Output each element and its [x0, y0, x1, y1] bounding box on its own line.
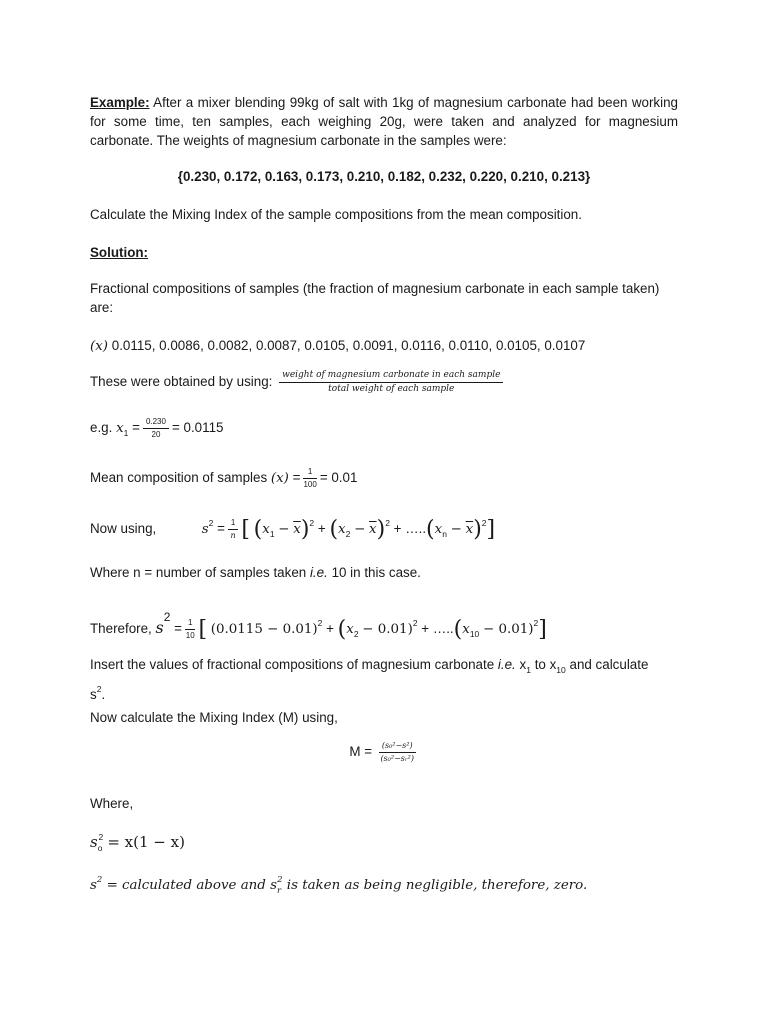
- variance-formula: [90, 514, 678, 544]
- obtained-denominator: total weight of each sample: [328, 384, 455, 394]
- therefore-plus: +: [326, 621, 334, 636]
- therefore-bracket-open: [: [198, 617, 208, 642]
- therefore-term1-sq: 2: [317, 618, 323, 628]
- now-using-label: Now using,: [90, 521, 157, 536]
- s-definition: [90, 871, 678, 901]
- insert-s: s: [90, 687, 97, 702]
- term2-mean: $\overline{x}$: [369, 522, 377, 537]
- variance-fraction: [228, 519, 238, 540]
- term2-sq: 2: [385, 518, 390, 528]
- paren-close-1: ): [300, 517, 310, 542]
- therefore-paren-open-n: (: [453, 617, 463, 642]
- mixing-num: (s₀²−s²): [379, 742, 416, 753]
- mean-fraction: [303, 468, 316, 489]
- eg-eq: =: [132, 420, 140, 436]
- insert-s-sup: 2: [96, 684, 102, 694]
- eg-var: x: [116, 421, 124, 437]
- paren-open-n: (: [426, 517, 435, 542]
- plus-1: +: [317, 521, 326, 536]
- eg-result: = 0.0115: [171, 420, 224, 436]
- termn-var: x: [434, 522, 443, 537]
- variance-lhs-sup: 2: [208, 518, 214, 528]
- example-text: After a mixer blending 99kg of salt with 1kg of magnesium carbonate had been working for some time, ten samples, each weighing 20g, were taken and analyzed for magnesium carbonate. The weights of magnesium carbonate in the samples were:: [90, 95, 678, 148]
- mixing-fraction: [379, 742, 416, 763]
- s-def-sr-sub: r: [277, 886, 282, 896]
- paren-open-2: (: [329, 517, 339, 542]
- s-def-s: s: [90, 878, 97, 893]
- obtained-label: These were obtained by using:: [90, 374, 273, 390]
- eg-sub: 1: [123, 428, 129, 439]
- insert-ie: i.e.: [497, 657, 516, 672]
- mixing-intro: Now calculate the Mixing Index (M) using,: [90, 710, 338, 725]
- therefore-formula: [90, 608, 678, 644]
- fractional-symbol: (x): [90, 339, 109, 354]
- insert-x1-sub: 1: [526, 665, 531, 675]
- mean-num: 1: [303, 468, 316, 479]
- term2-sub: 2: [345, 529, 351, 539]
- therefore-termn-sub: 10: [469, 629, 480, 639]
- eg-label: e.g.: [90, 420, 113, 436]
- s-def-text1: = calculated above and: [106, 878, 266, 893]
- termn-sq: 2: [481, 518, 487, 528]
- fractional-list: 0.0115, 0.0086, 0.0082, 0.0087, 0.0105, 0.0091, 0.0116, 0.0110, 0.0105, 0.0107: [111, 338, 586, 353]
- therefore-lhs: s: [155, 618, 164, 637]
- s-def-text2: is taken as being negligible, therefore, zero.: [286, 878, 588, 893]
- mean-den: 100: [303, 480, 317, 489]
- task-text: Calculate the Mixing Index of the sample compositions from the mean composition.: [90, 207, 582, 222]
- mixing-lhs: M =: [349, 744, 373, 760]
- s-def-sr: s: [270, 878, 278, 893]
- document-page: [90, 0, 678, 1024]
- therefore-num: 1: [185, 619, 195, 630]
- so-definition: [90, 828, 678, 858]
- therefore-term2-sq: 2: [412, 618, 418, 628]
- therefore-term2-sub: 2: [353, 629, 359, 639]
- eg-num: 0.230: [143, 418, 169, 429]
- bracket-open: [: [241, 517, 250, 542]
- fractional-values: [90, 336, 678, 356]
- eg-den: 20: [151, 430, 161, 439]
- weights-set: {0.230, 0.172, 0.163, 0.173, 0.210, 0.182, 0.232, 0.220, 0.210, 0.213}: [177, 169, 591, 184]
- therefore-term1: (0.0115 − 0.01): [210, 622, 318, 637]
- mean-eq: =: [292, 470, 301, 486]
- term1-sub: 1: [269, 529, 275, 539]
- term2-minus: −: [354, 522, 366, 537]
- mean-result: = 0.01: [319, 470, 358, 486]
- so-lhs: s: [90, 833, 98, 851]
- insert-x1: x: [519, 657, 527, 672]
- variance-num: 1: [228, 519, 238, 530]
- where-n-ie: i.e.: [309, 565, 328, 580]
- dots: + …..: [393, 521, 427, 536]
- mixing-den: (s₀²−sᵣ²): [380, 754, 414, 763]
- insert-paragraph: [90, 655, 678, 704]
- mean-symbol: (x): [270, 471, 289, 487]
- insert-suffix: and calculate: [569, 657, 649, 672]
- therefore-fraction: [185, 619, 195, 640]
- where-n-suffix: 10 in this case.: [331, 565, 421, 580]
- therefore-eq: =: [174, 621, 182, 636]
- mixing-index-formula: [90, 742, 678, 763]
- s-def-sup: 2: [96, 875, 103, 885]
- insert-to: to: [534, 657, 546, 672]
- paren-close-n: ): [473, 517, 482, 542]
- fractional-intro: Fractional compositions of samples (the fraction of magnesium carbonate in each sample taken) are:: [90, 281, 660, 315]
- obtained-numerator: weight of magnesium carbonate in each sample: [279, 371, 503, 383]
- termn-sub: n: [442, 529, 447, 539]
- solution-heading: Solution:: [90, 245, 149, 260]
- therefore-label: Therefore,: [90, 621, 152, 636]
- example-heading: Example:: [90, 95, 150, 110]
- eg-fraction: [143, 418, 169, 439]
- paren-open-1: (: [253, 517, 263, 542]
- s-def-sr-sup: 2: [277, 875, 283, 885]
- therefore-bracket-close: ]: [538, 617, 547, 642]
- obtained-fraction: [279, 371, 503, 394]
- term1-minus: −: [278, 522, 290, 537]
- therefore-termn-var: x: [462, 622, 470, 637]
- where-n: [90, 563, 678, 582]
- so-lhs-sub: o: [97, 843, 103, 853]
- variance-lhs: s: [201, 522, 209, 537]
- obtained-formula: [90, 371, 678, 394]
- termn-mean: $\overline{x}$: [465, 522, 474, 537]
- therefore-term2-var: x: [346, 622, 354, 637]
- mean-label: Mean composition of samples: [90, 470, 268, 486]
- variance-eq: =: [217, 521, 225, 536]
- insert-end: .: [101, 687, 106, 702]
- insert-prefix: Insert the values of fractional compositions of magnesium carbonate: [90, 657, 495, 672]
- mean-composition: [90, 468, 678, 489]
- term2-var: x: [338, 522, 346, 537]
- where-n-prefix: Where n = number of samples taken: [90, 565, 307, 580]
- so-rhs: = x(1 − x): [107, 833, 185, 851]
- example-calc: [90, 418, 678, 443]
- therefore-termn-rest: − 0.01): [483, 622, 534, 637]
- therefore-den: 10: [185, 630, 195, 640]
- bracket-close: ]: [486, 517, 496, 542]
- where-label: Where,: [90, 796, 134, 811]
- variance-den: n: [230, 530, 236, 540]
- so-lhs-sup: 2: [98, 832, 104, 842]
- therefore-term2-rest: − 0.01): [362, 622, 413, 637]
- therefore-lhs-sup: 2: [163, 610, 171, 624]
- therefore-termn-sq: 2: [533, 618, 539, 628]
- paren-close-2: ): [376, 517, 386, 542]
- term1-var: x: [262, 522, 270, 537]
- example-paragraph: [90, 93, 678, 150]
- termn-minus: −: [450, 522, 462, 537]
- term1-sq: 2: [309, 518, 315, 528]
- therefore-dots: + …..: [421, 621, 454, 636]
- term1-mean: $\overline{x}$: [293, 522, 301, 537]
- therefore-paren-open-2: (: [337, 617, 347, 642]
- insert-x10-sub: 10: [556, 665, 566, 675]
- insert-x10: x: [549, 657, 557, 672]
